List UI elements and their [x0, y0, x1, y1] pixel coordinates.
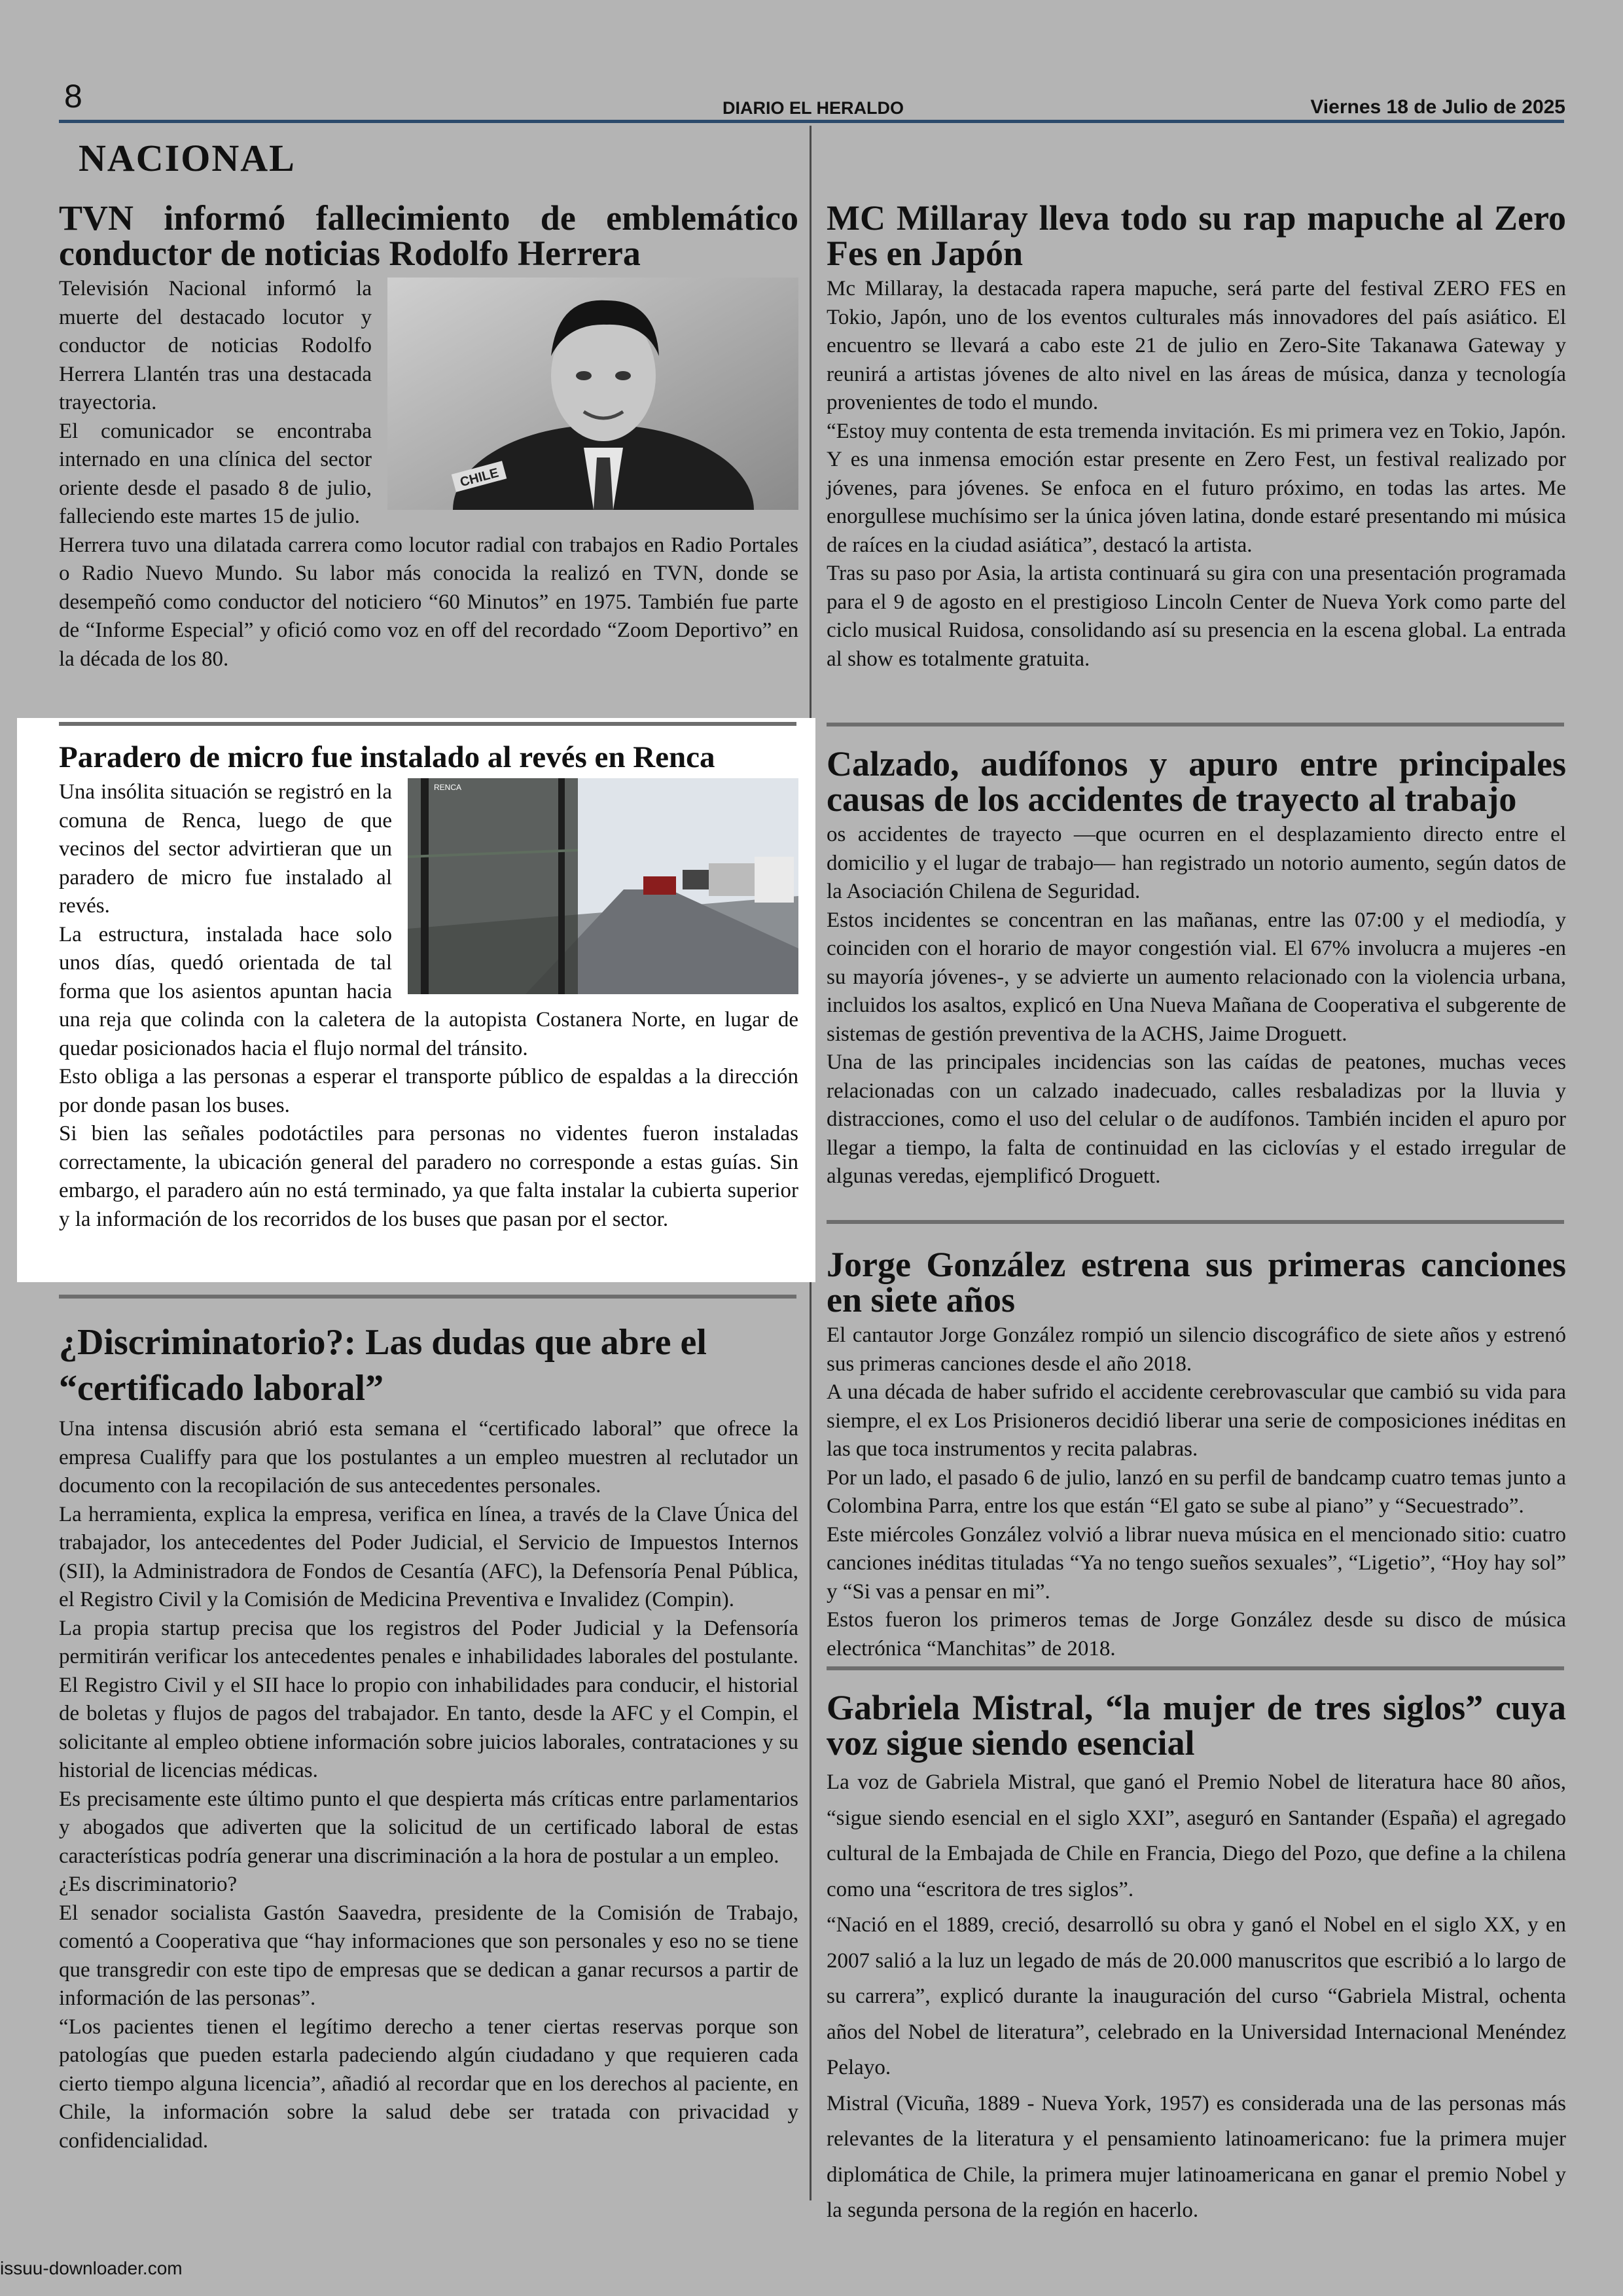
paragraph: La voz de Gabriela Mistral, que ganó el Premio Nobel de literatura hace 80 años, “sigue siendo esencial en el siglo XXI”, aseguró en Santander (España) el agregado cultural de la Embajada de Chile en Francia, Diego del Pozo, que define a la chilena como una “escritora de tres siglos”.: [827, 1770, 1566, 1901]
header-rule: [59, 120, 1564, 123]
paragraph: El senador socialista Gastón Saavedra, presidente de la Comisión de Trabajo, comentó a Cooperativa que “hay informaciones que son personales y eso no se tiene que transgredir con este tipo de empresas que se dedican a ganar recursos a partir de información de las personas”.: [59, 1901, 798, 2010]
paragraph: La herramienta, explica la empresa, verifica en línea, a través de la Clave Única del trabajador, los antecedentes del Poder Judicial, el Servicio de Impuestos Internos (SII), la Administradora de Fondos de Cesantía (AFC), la Defensoría Penal Pública, el Registro Civil y la Comisión de Medicina Preventiva e Invalidez (Compin).: [59, 1502, 798, 1611]
article-certificado: [59, 1319, 798, 2155]
paragraph: “Los pacientes tienen el legítimo derecho a tener ciertas reservas porque son patologías que pueden estarla padeciendo algún ciudadano y que requieren cada cierto tiempo alguna licencia”, añadió al recordar que en los derechos al paciente, en Chile, la información sobre la salud debe ser tratada con privacidad y confidencialidad.: [59, 2015, 798, 2153]
paragraph: Una de las principales incidencias son las caídas de peatones, muchas veces relacionadas con un calzado inadecuado, calles resbaladizas por la lluvia y distracciones, como el uso del celular o de audífonos. También inciden el apuro por llegar a tiempo, la falta de continuidad en las ciclovías y el estado irregular de algunas veredas, ejemplificó Droguett.: [827, 1050, 1566, 1188]
portrait-photo: [387, 278, 798, 510]
article-separator: [827, 1220, 1564, 1224]
paragraph: La estructura, instalada hace solo unos días, quedó orientada de tal forma que los asientos apuntan hacia una reja que colinda con la caletera de la autopista Costanera Norte, en lugar de quedar posicionados hacia el flujo normal del tránsito.: [59, 922, 798, 1060]
paragraph: El comunicador se encontraba internado en una clínica del sector oriente desde el pasado 8 de julio, falleciendo este martes 15 de julio.: [59, 419, 372, 528]
paragraph: “Nació en el 1889, creció, desarrolló su obra y ganó el Nobel en el siglo XX, y en 2007 salió a la luz un legado de más de 20.000 manuscritos que escribió a lo largo de su carrera”, explicó durante la inauguración del curso “Gabriela Mistral, ochenta años del Nobel de literatura”, celebrado en la Universidad Internacional Menéndez Pelayo.: [827, 1913, 1566, 2079]
article-body: [827, 1765, 1566, 2229]
photo-caption: CHILE: [458, 465, 501, 490]
article-headline: TVN informó fallecimiento de emblemático conductor de noticias Rodolfo Herrera: [59, 198, 798, 273]
article-headline: ¿Discriminatorio?: Las dudas que abre el “certificado laboral”: [59, 1322, 707, 1408]
article-mistral: [827, 1690, 1566, 2229]
article-separator: [827, 723, 1564, 726]
paragraph: La propia startup precisa que los registros del Poder Judicial y la Defensoría permitirán verificar los antecedentes penales e inhabilidades laborales del postulante. El Registro Civil y el SII hace lo propio con inhabilidades para conducir, el historial de boletas y flujos de pagos del trabajador. En tanto, desde la AFC y el Compin, el solicitante al empleo obtiene información sobre juicios laborales, contrataciones y su historial de licencias médicas.: [59, 1616, 798, 1782]
article-headline: MC Millaray lleva todo su rap mapuche al Zero Fes en Japón: [827, 198, 1566, 273]
publication-name: DIARIO EL HERALDO: [722, 98, 904, 118]
portrait-image: [387, 278, 798, 510]
article-body: [827, 1321, 1566, 1663]
paragraph: Mc Millaray, la destacada rapera mapuche, será parte del festival ZERO FES en Tokio, Japón, uno de los eventos culturales más innovadores del país asiático. El encuentro se llevará a cabo este 21 de julio en Zero-Site Takanawa Gateway y reunirá a artistas jóvenes de alto nivel en las áreas de música, danza y tecnología provenientes de todo el mundo.: [827, 277, 1566, 414]
paragraph: os accidentes de trayecto —que ocurren en el desplazamiento directo entre el domicilio y el lugar de trabajo— han registrado un notorio aumento, según datos de la Asociación Chilena de Seguridad.: [827, 823, 1566, 903]
article-headline: Paradero de micro fue instalado al revés en Renca: [59, 740, 715, 774]
article-separator: [59, 722, 796, 726]
paragraph: Televisión Nacional informó la muerte del destacado locutor y conductor de noticias Rodolfo Herrera Llantén tras una destacada trayectoria.: [59, 277, 372, 414]
paragraph: Tras su paso por Asia, la artista continuará su gira con una presentación programada para el 9 de agosto en el prestigioso Lincoln Center de Nueva York como parte del ciclo musical Ruidosa, consolidando así su presencia en la escena global. La entrada al show es totalmente gratuita.: [827, 562, 1566, 671]
photo-caption: RENCA: [434, 783, 462, 792]
article-calzado: [827, 746, 1566, 1191]
paragraph: Mistral (Vicuña, 1889 - Nueva York, 1957) es considerada una de las personas más relevantes de la literatura y el pensamiento latinoamericano: fue la primera mujer diplomática de Chile, la primera mujer latinoamericana en ganar el premio Nobel y la segunda persona de la región en hacerlo.: [827, 2091, 1566, 2222]
article-gonzalez: [827, 1247, 1566, 1663]
paragraph: Esto obliga a las personas a esperar el transporte público de espaldas a la dirección por donde pasan los buses.: [59, 1065, 798, 1117]
paragraph: Herrera tuvo una dilatada carrera como locutor radial con trabajos en Radio Portales o Radio Nuevo Mundo. Su labor más conocida la realizó en TVN, donde se desempeñó como conductor del noticiero “60 Minutos” en 1975. También fue parte de “Informe Especial” y ofició como voz en off del recordado “Zoom Deportivo” en la década de los 80.: [59, 533, 798, 671]
section-title: NACIONAL: [79, 137, 296, 179]
paragraph: Por un lado, el pasado 6 de julio, lanzó en su perfil de bandcamp cuatro temas junto a Colombina Parra, entre los que están “El gato se sube al piano” y “Secuestrado”.: [827, 1465, 1566, 1518]
article-tvn: [59, 200, 798, 673]
paragraph: Estos fueron los primeros temas de Jorge González desde su disco de música electrónica “Manchitas” de 2018.: [827, 1608, 1566, 1660]
bus-stop-image: [408, 778, 798, 994]
article-millaray: [827, 200, 1566, 673]
watermark: issuu-downloader.com: [0, 2258, 183, 2278]
article-separator: [59, 1295, 796, 1299]
page-number: 8: [64, 78, 82, 115]
paragraph: ¿Es discriminatorio?: [59, 1873, 238, 1896]
article-paradero: [59, 740, 798, 1234]
article-body: [59, 778, 798, 1234]
paragraph: Si bien las señales podotáctiles para personas no videntes fueron instaladas correctamente, la ubicación general del paradero no corresponde a estas guías. Sin embargo, el paradero aún no está terminado, ya que falta instalar la cubierta superior y la información de los recorridos de los buses que pasan por el sector.: [59, 1122, 798, 1231]
article-headline: Jorge González estrena sus primeras canciones en siete años: [827, 1245, 1566, 1319]
article-body: [59, 1415, 798, 2155]
article-body: [827, 275, 1566, 673]
article-body: [827, 821, 1566, 1191]
article-separator: [827, 1666, 1564, 1670]
paragraph: A una década de haber sufrido el accidente cerebrovascular que cambió su vida para siempre, el ex Los Prisioneros decidió liberar una serie de composiciones inéditas en las que toca instrumentos y recita palabras.: [827, 1380, 1566, 1461]
issue-date: Viernes 18 de Julio de 2025: [1310, 96, 1565, 118]
article-headline: Gabriela Mistral, “la mujer de tres siglos” cuya voz sigue siendo esencial: [827, 1688, 1566, 1763]
paragraph: Es precisamente este último punto el que despierta más críticas entre parlamentarios y abogados que adiverten que la solicitud de un certificado laboral de estas características podría generar una discriminación a la hora de postular a un empleo.: [59, 1787, 798, 1868]
paragraph: El cantautor Jorge González rompió un silencio discográfico de siete años y estrenó sus primeras canciones desde el año 2018.: [827, 1323, 1566, 1376]
paragraph: “Estoy muy contenta de esta tremenda invitación. Es mi primera vez en Tokio, Japón. Y es una inmensa emoción estar presente en Zero Fest, un festival realizado por jóvenes, para jóvenes. Se enfoca en el futuro próximo, en todas las artes. Me enorgullese muchísimo ser la única jóven latina, donde estaré presentando mi música de raíces en la ciudad asiática”, destacó la artista.: [827, 419, 1566, 557]
paragraph: Este miércoles González volvió a librar nueva música en el mencionado sitio: cuatro canciones inéditas tituladas “Ya no tengo sueños sexuales”, “Ligetio”, “Hoy hay sol” y “Si vas a pensar en mi”.: [827, 1522, 1566, 1604]
paragraph: Una insólita situación se registró en la comuna de Renca, luego de que vecinos del sector advirtieran que un paradero de micro fue instalado al revés.: [59, 780, 392, 918]
bus-stop-photo: [408, 778, 798, 994]
article-headline: Calzado, audífonos y apuro entre principales causas de los accidentes de trayecto al trabajo: [827, 744, 1566, 819]
article-body: [59, 275, 798, 673]
paragraph: Una intensa discusión abrió esta semana el “certificado laboral” que ofrece la empresa Cualiffy para que los postulantes a un empleo muestren al reclutador un documento con la recopilación de sus antecedentes personales.: [59, 1417, 798, 1498]
paragraph: Estos incidentes se concentran en las mañanas, entre las 07:00 y el mediodía, y coinciden con el horario de mayor congestión vial. El 67% involucra a mujeres -en su mayoría jóvenes-, y se advierte un aumento relacionado con la violencia urbana, incluidos los asaltos, explicó en Una Nueva Mañana de Cooperativa el subgerente de sistemas de gestión preventiva de la ACHS, Jaime Droguett.: [827, 908, 1566, 1046]
